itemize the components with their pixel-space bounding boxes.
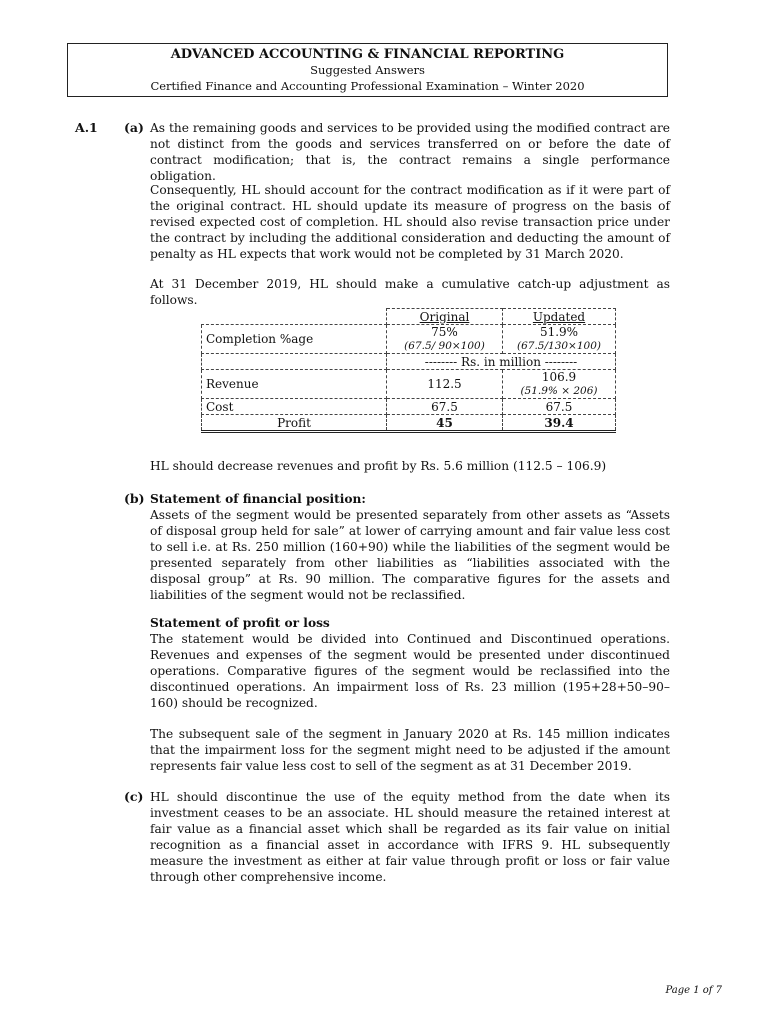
- document-header: [67, 43, 668, 97]
- exam-name: Certified Finance and Accounting Professional Examination – Winter 2020: [150, 79, 585, 93]
- column-original: Original: [387, 309, 503, 325]
- revenue-original: 112.5: [387, 370, 503, 399]
- profit-updated: 39.4: [503, 415, 616, 432]
- table-header-row: [202, 309, 616, 325]
- part-a-label: (a): [124, 120, 144, 135]
- part-a-paragraph-2: Consequently, HL should account for the contract modification as if it were part of the original contract. HL should update its measure of progress on the basis of revised expected cost of completion. HL should also revise transaction price under the contract by including the additional consideration and deducting the amount of penalty as HL expects that work would not be completed by 31 March 2020.: [150, 183, 670, 261]
- part-c-paragraph-1: HL should discontinue the use of the equity method from the date when its investment ceases to be an associate. HL should measure the retained interest at fair value as a financial asset which shall be regarded as its fair value on initial recognition as a financial asset in accordance with IFRS 9. HL subsequently measure the investment as either at fair value through profit or loss or fair value through other comprehensive income.: [150, 790, 670, 884]
- table-row-revenue: [202, 370, 616, 399]
- part-a-paragraph-3: At 31 December 2019, HL should make a cumulative catch-up adjustment as follows.: [150, 277, 670, 307]
- completion-updated: 51.9%: [539, 325, 579, 339]
- part-b-heading-financial-position: Statement of financial position:: [150, 492, 366, 506]
- document-title: ADVANCED ACCOUNTING & FINANCIAL REPORTING: [170, 47, 565, 62]
- part-b-paragraph-2: The statement would be divided into Continued and Discontinued operations. Revenues and expenses of the segment would be presented under discontinued operations. Comparative figures of the segment would be reclassified into the discontinued operations. An impairment loss of Rs. 23 million (195+28+50–90–160) should be recognized.: [150, 632, 670, 710]
- part-b-heading-profit-loss: Statement of profit or loss: [150, 616, 330, 630]
- completion-original-calc: (67.5/ 90×100): [404, 340, 485, 352]
- table-row-units: [202, 354, 616, 370]
- document-subtitle: Suggested Answers: [310, 63, 425, 77]
- part-b-label: (b): [124, 491, 145, 506]
- catch-up-adjustment-table: [201, 308, 616, 433]
- completion-updated-calc: (67.5/130×100): [517, 340, 601, 352]
- question-number: A.1: [75, 120, 98, 135]
- revenue-updated-calc: (51.9% × 206): [520, 385, 598, 397]
- part-a-paragraph-1: As the remaining goods and services to be provided using the modified contract are not distinct from the goods and services transferred on or before the date of contract modification; that is, the contract remains a single performance obligation.: [150, 121, 670, 183]
- row-label-completion: Completion %age: [202, 325, 387, 354]
- table-row-profit: [202, 415, 616, 432]
- table-row-completion: [202, 325, 616, 354]
- cost-updated: 67.5: [503, 399, 616, 415]
- row-label-cost: Cost: [202, 399, 387, 415]
- part-a-paragraph-4: HL should decrease revenues and profit by Rs. 5.6 million (112.5 – 106.9): [150, 459, 607, 473]
- row-label-profit: Profit: [202, 415, 387, 432]
- page-number: Page 1 of 7: [665, 985, 722, 996]
- cost-original: 67.5: [387, 399, 503, 415]
- part-b-paragraph-3: The subsequent sale of the segment in January 2020 at Rs. 145 million indicates that the impairment loss for the segment might need to be adjusted if the amount represents fair value less cost to sell of the segment as at 31 December 2019.: [150, 727, 670, 773]
- profit-original: 45: [387, 415, 503, 432]
- table-row-cost: [202, 399, 616, 415]
- column-updated: Updated: [503, 309, 616, 325]
- units-label: -------- Rs. in million --------: [387, 354, 616, 370]
- row-label-revenue: Revenue: [202, 370, 387, 399]
- revenue-updated: 106.9: [541, 370, 577, 384]
- part-b-paragraph-1: Assets of the segment would be presented separately from other assets as “Assets of disposal group held for sale” at lower of carrying amount and fair value less cost to sell i.e. at Rs. 250 million (160+90) while the liabilities of the segment would be presented separately from other liabilities as “liabilities associated with the disposal group” at Rs. 90 million. The comparative figures for the assets and liabilities of the segment would not be reclassified.: [150, 508, 670, 602]
- part-c-label: (c): [124, 789, 144, 804]
- completion-original: 75%: [431, 325, 458, 339]
